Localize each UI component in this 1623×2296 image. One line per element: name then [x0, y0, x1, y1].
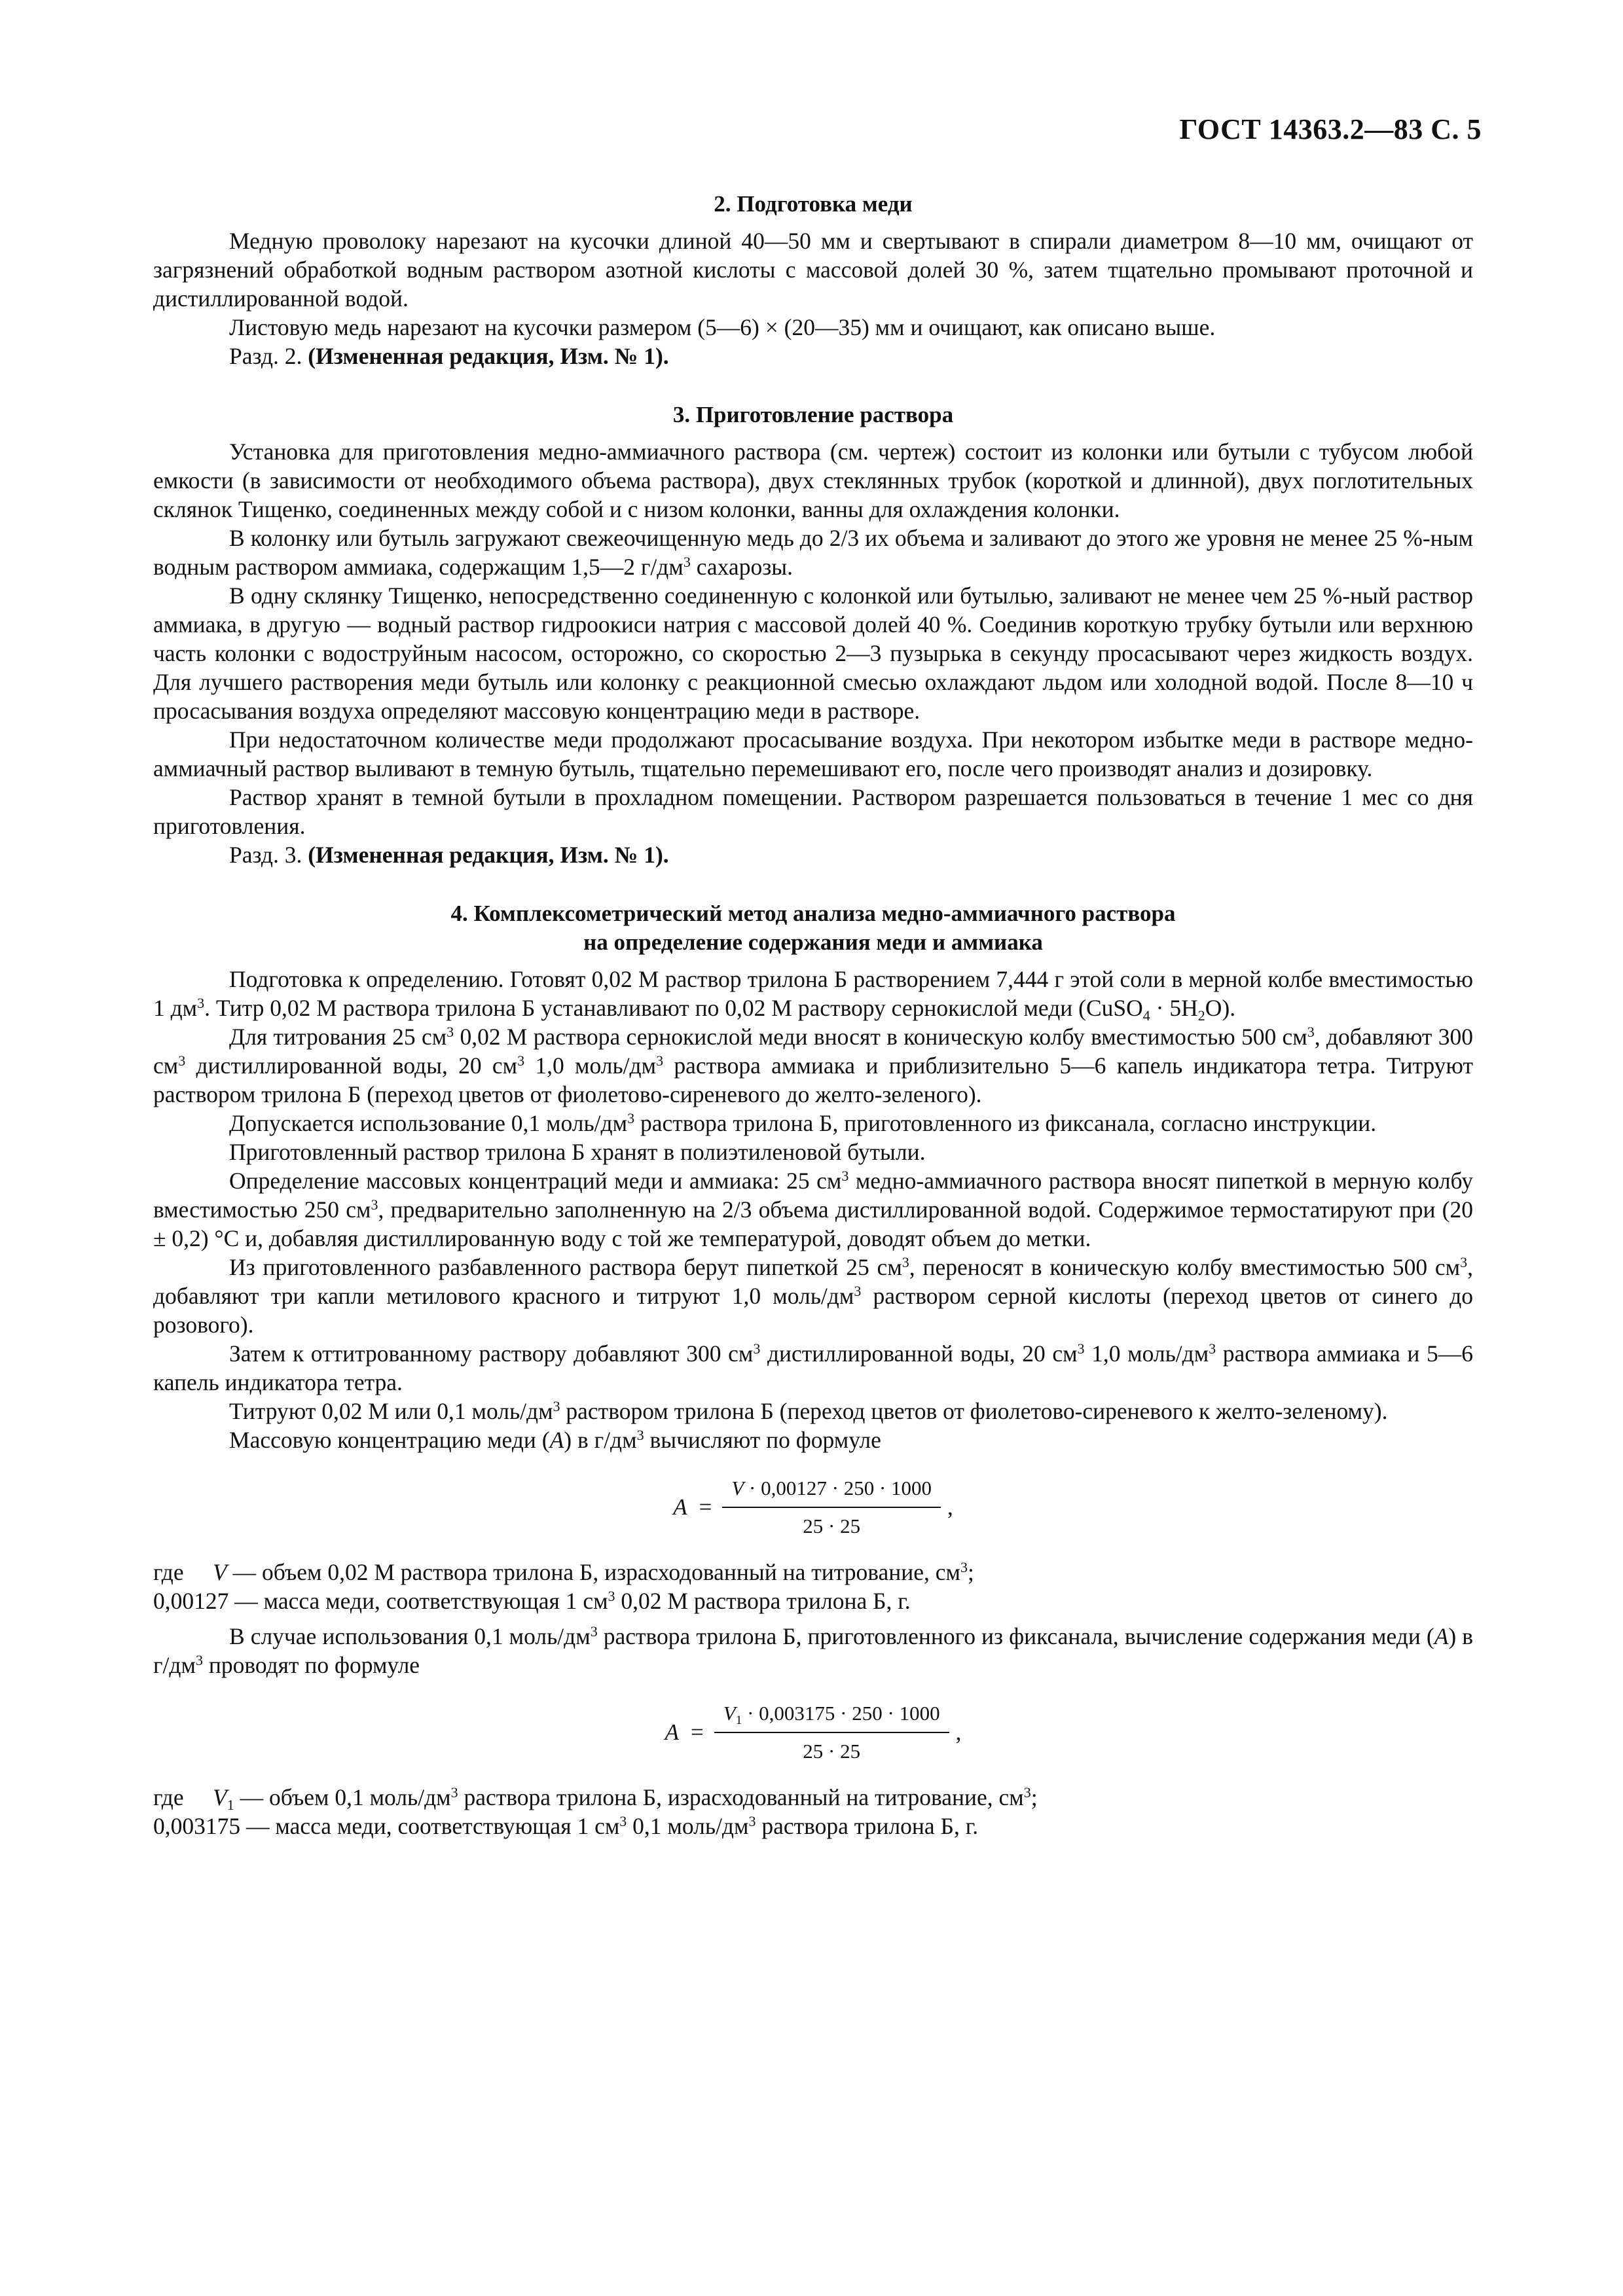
formula-1-definition-const: 0,00127 — масса меди, соответствующая 1 $см^3$ 0,02 М раствора трилона Б, г.	[153, 1587, 911, 1614]
formula-equals: =	[699, 1494, 712, 1520]
formula-numerator: V · 0,00127 · 250 · 1000	[722, 1474, 941, 1508]
formula-1-definition-v: где V — объем 0,02 М раствора трилона Б, израсходованный на титрование, $см^3$;	[153, 1558, 974, 1585]
formula-denominator: 25 · 25	[803, 1740, 861, 1763]
section-2-title: 2. Подготовка меди	[714, 191, 913, 217]
formula-fraction	[722, 1474, 941, 1541]
note-prefix: Разд. 3.	[229, 842, 302, 868]
s4-paragraph-titration: Для титрования 25 $см^3$ 0,02 М раствора сернокислой меди вносят в коническую колбу вместимостью 500 $см^3$, добавляют 300 $см^3$ дистиллированной воды, 20 $см^3$ 1,0 моль/$дм^3$ раствора аммиака и приблизительно 5—6 капель индикатора тетра. Титруют раствором трилона Б (переход цветов от фиолетово-сиреневого до желто-зеленого).	[153, 1023, 1473, 1107]
s4-paragraph-addition: Затем к оттитрованному раствору добавляют 300 $см^3$ дистиллированной воды, 20 $см^3$ 1,0 моль/$дм^3$ раствора аммиака и 5—6 капель индикатора тетра.	[153, 1340, 1473, 1395]
s3-paragraph-2: В колонку или бутыль загружают свежеочищенную медь до 2/3 их объема и заливают до этого же уровня не менее 25 %-ным водным раствором аммиака, содержащим 1,5—2 $г/дм^3$ сахарозы.	[153, 525, 1473, 580]
s3-paragraph-5: Раствор хранят в темной бутыли в прохладном помещении. Раствором разрешается пользоваться в течение 1 мес со дня приготовления.	[153, 784, 1473, 839]
document-body	[153, 190, 1473, 1840]
formula-lhs: A	[665, 1719, 680, 1745]
formula-equals: =	[691, 1719, 704, 1745]
formula-lhs: A	[673, 1494, 687, 1520]
s2-paragraph-2: Листовую медь нарезают на кусочки размером (5—6) × (20—35) мм и очищают, как описано выше.	[229, 314, 1216, 340]
formula-fraction	[714, 1699, 949, 1766]
s4-paragraph-dilution: Из приготовленного разбавленного раствора берут пипеткой 25 $см^3$, переносят в коническую колбу вместимостью 500 $см^3$, добавляют три капли метилового красного и титруют 1,0 моль/$дм^3$ раствором серной кислоты (переход цветов от синего до розового).	[153, 1253, 1474, 1338]
s4-paragraph-titrate: Титруют 0,02 М или 0,1 моль/$дм^3$ раствором трилона Б (переход цветов от фиолетово-сиреневого к желто-зеленому).	[229, 1397, 1388, 1424]
s3-paragraph-4: При недостаточном количестве меди продолжают просасывание воздуха. При некотором избытке меди в растворе медно-аммиачный раствор выливают в темную бутыль, тщательно перемешивают его, после чего производят анализ и дозировку.	[153, 726, 1473, 781]
section-3-title: 3. Приготовление раствора	[672, 402, 954, 427]
s3-paragraph-1: Установка для приготовления медно-аммиачного раствора (см. чертеж) состоит из колонки или бутыли с тубусом любой емкости (в зависимости от необходимого объема раствора), двух стеклянных трубок (короткой и длинной), двух поглотительных склянок Тищенко, соединенных между собой и с низом колонки, ванны для охлаждения колонки.	[153, 439, 1473, 522]
formula-2-definition-v1: где $V_1$ — объем 0,1 моль/$дм^3$ раствора трилона Б, израсходованный на титрование, $см^3$;	[153, 1784, 1038, 1813]
s4-paragraph-allowed: Допускается использование 0,1 моль/$дм^3$ раствора трилона Б, приготовленного из фиксанала, согласно инструкции.	[229, 1109, 1377, 1136]
s3-amendment-note	[153, 840, 1473, 869]
s3-paragraph-3: В одну склянку Тищенко, непосредственно соединенную с колонкой или бутылью, заливают не менее чем 25 %-ный раствор аммиака, в другую — водный раствор гидроокиси натрия с массовой долей 40 %. Соединив короткую трубку бутыли или верхнюю часть колонки с водоструйным насосом, осторожно, со скоростью 2—3 пузырька в секунду просасывают через жидкость воздух. Для лучшего растворения меди бутыль или колонку с реакционной смесью охлаждают льдом или холодной водой. После 8—10 ч просасывания воздуха определяют массовую концентрацию меди в растворе.	[153, 583, 1473, 724]
section-4-title-line-1: 4. Комплексометрический метод анализа медно-аммиачного раствора	[450, 901, 1176, 926]
note-bold: (Измененная редакция, Изм. № 1).	[308, 343, 669, 369]
s4-paragraph-fixanal: В случае использования 0,1 моль/$дм^3$ раствора трилона Б, приготовленного из фиксанала, вычисление содержания меди (A) в $г/дм^3$ проводят по формуле	[153, 1623, 1473, 1678]
formula-2-definition-const: 0,003175 — масса меди, соответствующая 1 $см^3$ 0,1 моль/$дм^3$ раствора трилона Б, г.	[153, 1812, 979, 1839]
note-prefix: Разд. 2.	[229, 343, 302, 369]
s4-paragraph-storage: Приготовленный раствор трилона Б хранят в полиэтиленовой бутыли.	[229, 1139, 926, 1165]
section-4-title-line-2: на определение содержания меди и аммиака	[583, 929, 1043, 955]
formula-numerator: $V_1 \cdot 0,003175 \cdot 250 \cdot 1000$	[714, 1699, 949, 1733]
s4-paragraph-preparation: Подготовка к определению. Готовят 0,02 М раствор трилона Б растворением 7,444 г этой соли в мерной колбе вместимостью 1 $дм^3$. Титр 0,02 М раствора трилона Б устанавливают по 0,02 М раствору сернокислой меди (CuSO$_4$ · $5H_2O$).	[153, 966, 1473, 1024]
s4-paragraph-determination: Определение массовых концентраций меди и аммиака: 25 $см^3$ медно-аммиачного раствора вносят пипеткой в мерную колбу вместимостью 250 $см^3$, предварительно заполненную на 2/3 объема дистиллированной водой. Содержимое термостатируют при (20 ± 0,2) °С и, добавляя дистиллированную воду с той же температурой, доводят объем до метки.	[153, 1167, 1473, 1251]
formula-1: A = $\frac{V \cdot 0,00127 \cdot 250 \cdot 1000}{25 \cdot 25}$ ,	[153, 1474, 1473, 1541]
s2-amendment-note	[153, 342, 1473, 370]
running-head: ГОСТ 14363.2—83 С. 5	[1179, 113, 1482, 145]
note-bold: (Измененная редакция, Изм. № 1).	[308, 842, 669, 868]
s4-paragraph-formula-intro: Массовую концентрацию меди (A) в $г/дм^3$ вычисляют по формуле	[229, 1426, 881, 1453]
formula-2: A = $\frac{V_1 \cdot 0,003175 \cdot 250 \cdot 1000}{25 \cdot 25}$ ,	[153, 1699, 1473, 1766]
formula-denominator: 25 · 25	[803, 1515, 861, 1537]
s2-paragraph-1: Медную проволоку нарезают на кусочки длиной 40—50 мм и свертывают в спирали диаметром 8—10 мм, очищают от загрязнений обработкой водным раствором азотной кислоты с массовой долей 30 %, затем тщательно промывают проточной и дистиллированной водой.	[153, 228, 1473, 312]
